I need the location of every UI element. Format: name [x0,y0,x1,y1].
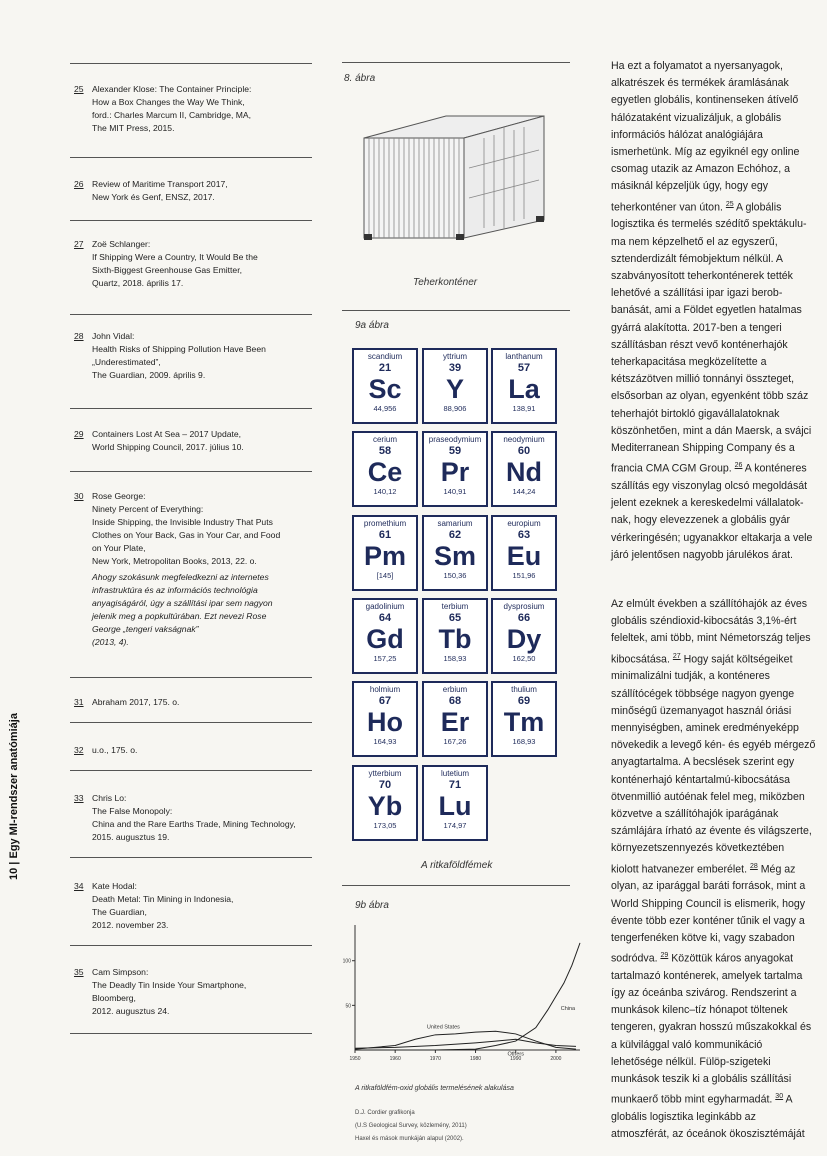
footnote-number: 32 [74,745,84,755]
element-name: yttrium [443,352,467,361]
element-name: scandium [367,352,403,361]
footnote-line: Abraham 2017, 175. o. [92,697,180,707]
footnote-note-line: (2013, 4). [92,637,129,647]
body-line: elsősorban az olyan, egyenként több száz [611,390,809,403]
element-symbol: Nd [506,457,542,487]
x-tick-label: 1990 [510,1056,522,1060]
body-line: World Shipping Council is elismerik, hogy [611,897,806,910]
body-line: Ha ezt a folyamatot a nyersanyagok, [611,60,783,72]
footnote-line: 2012. augusztus 24. [92,1006,170,1016]
footnote-ref-link[interactable]: 25 [725,200,734,208]
element-number: 21 [378,362,392,374]
element-name: thulium [511,685,537,694]
footnote-line: u.o., 175. o. [92,745,138,755]
body-line: mennyiségben, aminek eredményeképp [611,721,799,734]
element-number: 63 [517,529,531,541]
footnote-body [92,966,314,1018]
footnote-25 [74,83,314,135]
footnote-body [92,880,314,932]
footnote-divider [70,722,312,723]
footnote-32 [74,744,314,757]
element-symbol: Yb [367,791,403,821]
element-tile-samarium [422,515,488,591]
body-line: tengeren, gyakran hosszú műszakokkal és [611,1021,812,1034]
element-weight: 88,906 [443,404,467,413]
book-title: Egy MI-rendszer anatómiája [8,713,20,859]
body-line: munkások teszik ki a globális szállítási [611,1073,792,1086]
footnote-body [92,744,314,757]
footnote-line: China and the Rare Earths Trade, Mining Technology, [92,819,296,829]
series-line-china [355,943,580,1050]
body-line: anyagtartalma. A becslések szerint egy [611,756,795,769]
footnote-number: 25 [74,84,84,94]
element-tile-lanthanum [491,348,557,424]
element-symbol: Pr [440,457,470,487]
body-line: ismerhetünk. Míg az egyiknél egy online [611,146,800,159]
footnote-body [92,696,314,709]
footnote-ref-link[interactable]: 27 [672,652,681,660]
series-label: United States [426,1024,460,1031]
footnote-note-line: George „tengeri vakságnak” [92,624,199,634]
body-paragraph-2 [611,596,826,1143]
body-line: információs hálózat analógiájára [611,128,763,141]
body-paragraph-1 [611,58,826,564]
footnote-body [92,428,314,454]
element-symbol: Y [445,374,464,404]
element-name: cerium [372,435,397,444]
element-symbol: Sm [433,541,477,571]
element-number: 61 [378,529,392,541]
footnote-line: The Guardian, 2009. április 9. [92,370,206,380]
footnote-divider [70,945,312,946]
body-line: így az óceánba szivárog. Rendszerint a [611,987,797,1000]
footnote-divider [70,408,312,409]
element-symbol: Lu [438,791,472,821]
body-line: jelent ezeknek a kereskedelmi vállalatok- [611,497,804,510]
body-line: szállítás egy viszonylag olcsó megoldását [611,479,808,492]
footnote-31 [74,696,314,709]
element-weight: 151,96 [512,571,536,580]
body-line: lehetővé a szállítási ipar igazi berob- [611,287,783,300]
body-line: banását, ami a Földet egyetlen hatalmas [611,304,802,317]
body-line: kétszázötven millió tonnányi összteget, [611,373,795,386]
element-number: 62 [448,529,462,541]
rare-earth-production-chart [335,920,585,1060]
body-line: logisztika és termelés szédítő spektákulu- [611,218,807,231]
element-tile-promethium [352,515,418,591]
body-line: feleltek, ami több, mint Németország teljes [611,632,811,645]
element-weight: 140,12 [373,487,397,496]
footnote-body [92,238,314,290]
element-weight: 168,93 [512,737,536,746]
element-name: lutetium [440,769,469,778]
series-label: China [560,1005,576,1012]
footnote-line: Ninety Percent of Everything: [92,504,204,514]
element-number: 69 [517,695,531,707]
element-name: praseodymium [428,435,482,444]
body-line: teherhajót birtokló gigavállalatoknak [611,407,780,420]
chart-credit-2: (U.S Geological Survey, közlemény, 2011) [355,1123,467,1129]
element-tile-praseodymium [422,431,488,507]
footnote-line: Review of Maritime Transport 2017, [92,179,228,189]
footnote-line: on Your Plate, [92,543,146,553]
footnote-ref-link[interactable]: 28 [749,862,758,870]
footnote-line: „Underestimated”, [92,357,161,367]
footnote-34 [74,880,314,932]
element-weight: 140,91 [443,487,467,496]
footnote-35 [74,966,314,1018]
footnote-line: John Vidal: [92,331,135,341]
body-line: évente több ezer konténer tűnik el vagy a [611,914,805,927]
element-name: ytterbium [368,769,402,778]
footnote-divider [70,157,312,158]
footnote-line: How a Box Changes the Way We Think, [92,97,245,107]
element-symbol: Sc [368,374,402,404]
body-line: atmoszférát, az óceánok ökoszisztémáját [611,1128,805,1141]
footnote-divider [70,677,312,678]
footnote-line: The False Monopoly: [92,806,173,816]
footnote-line: Kate Hodal: [92,881,137,891]
footnote-number: 34 [74,881,84,891]
footnote-line: If Shipping Were a Country, It Would Be the [92,252,258,262]
footnote-number: 29 [74,429,84,439]
element-tile-dysprosium [491,598,557,674]
x-tick-label: 1980 [469,1056,482,1060]
element-symbol: Gd [366,624,404,654]
element-number: 65 [448,612,462,624]
body-line: csomag utazik az Amazon Echóhoz, a [611,163,791,176]
element-tile-yttrium [422,348,488,424]
spine-header [8,630,20,880]
footnote-number: 35 [74,967,84,977]
body-line: ötvenmillió autóénak felel meg, miközben [611,790,805,803]
x-tick-label: 1950 [349,1056,361,1060]
element-tile-thulium [491,681,557,757]
body-line: másiknál képzeljük úgy, hogy egy [611,180,769,193]
footnote-30 [74,490,314,649]
footnote-divider [70,63,312,64]
footnote-note-line: infrastruktúra és az információs technológia [92,585,258,595]
footnote-body [92,83,314,135]
footnote-divider [70,220,312,221]
element-weight: 157,25 [373,654,397,663]
element-symbol: Ho [367,707,403,737]
element-number: 64 [378,612,392,624]
chart-credit-1: D.J. Cordier grafikonja [355,1110,415,1116]
body-line: szállításban részt vevő konténerhajók [611,338,788,351]
element-symbol: Eu [506,541,542,571]
body-line: Mediterranean Shipping Company és a [611,442,795,454]
shipping-container-illustration [354,108,554,246]
element-number: 67 [378,695,392,707]
footnote-ref-link[interactable]: 26 [734,462,743,470]
element-name: holmium [369,685,401,694]
element-weight: 44,956 [373,404,397,413]
footnote-divider [70,1033,312,1034]
element-symbol: Tb [438,624,472,654]
element-name: gadolinium [365,602,405,611]
series-line-united-states [355,1031,576,1049]
footnote-line: Inside Shipping, the Invisible Industry That Puts [92,517,273,527]
footnote-33 [74,792,314,844]
element-tile-scandium [352,348,418,424]
body-line: vérkeringésén; ugyanakkor eltakarja a vele [611,531,813,544]
body-line: egyetlen globális, kontinenseken átívelő [611,94,799,107]
footnote-body [92,792,314,844]
element-name: erbium [442,685,468,694]
body-line: környezetszennyezés következtében [611,842,785,855]
footnote-29 [74,428,314,454]
element-name: neodymium [503,435,545,444]
x-tick-label: 2000 [550,1056,562,1060]
element-tile-erbium [422,681,488,757]
footnote-number: 31 [74,697,84,707]
element-weight: 158,93 [443,654,467,663]
element-weight: 162,50 [512,654,536,663]
footnote-note-line: Ahogy szokásunk megfeledkezni az internetes [92,572,269,582]
fig9b-caption: A ritkaföldfém-oxid globális termelésének alakulása [355,1085,514,1092]
body-line: sodródva. $^{29}$ Közöttük káros anyagokat [611,952,794,965]
element-name: europium [507,519,541,528]
element-tile-lutetium [422,765,488,841]
element-tile-europium [491,515,557,591]
footnote-divider [70,471,312,472]
footnote-27 [74,238,314,290]
element-weight: 167,26 [443,737,467,746]
body-line: globális széndioxid-kibocsátás 3,1%-ért [611,615,797,628]
body-line: köszönhetően, mint a dán Maersk, a svájci [611,424,812,437]
footnote-number: 30 [74,491,84,501]
footnote-line: Alexander Klose: The Container Principle: [92,84,252,94]
body-line: növekedik a levegő kén- és egyéb mérgező [611,739,816,752]
element-weight: 150,36 [443,571,467,580]
body-line: ma nem képzelhető el az egyszerű, [611,235,778,248]
body-line: hálózataként vizualizáljuk, a globális [611,111,782,124]
element-symbol: Pm [363,541,407,571]
footnote-line: Death Metal: Tin Mining in Indonesia, [92,894,234,904]
body-line: teherkapacitása megközelítette a [611,355,767,368]
body-line: lehetősége nélkül. Fülöp-szigeteki [611,1055,771,1068]
footnote-line: Zoë Schlanger: [92,239,151,249]
footnote-line: The Guardian, [92,907,147,917]
body-line: a külvilággal való kommunikáció [611,1038,763,1051]
body-line: közvetve a szállítóhajók iparágának [611,807,779,820]
body-line: kiolott hatvanezer emberélet. $^{28}$ Még az [611,862,796,876]
body-line: globális logisztika leginkább az [611,1111,756,1124]
element-number: 58 [378,445,392,457]
x-tick-label: 1960 [389,1056,401,1060]
body-line: tartalmazó konténerek, amelyek tartalma [611,969,803,982]
body-line: kibocsátása. $^{27}$ Hogy saját költségeiket [611,652,793,666]
body-line: konténerhajó kéntartalmú-kibocsátása [611,773,791,786]
chart-credit-3: Haxel és mások munkáján alapul (2002). [355,1136,464,1142]
footnote-divider [70,314,312,315]
body-line: járó jelentősen nagyobb járulékos árat. [611,548,793,561]
element-tile-holmium [352,681,418,757]
footnote-number: 27 [74,239,84,249]
footnote-divider [70,770,312,771]
fig9b-label: 9b ábra [355,900,389,911]
body-line: gyárrá alakította. 2017-ben a tengeri [611,321,782,334]
spine-separator: | [8,861,20,865]
element-number: 60 [517,445,531,457]
body-line: számlájára írható az évente és világszerte, [611,825,812,838]
series-line-others [355,1039,576,1048]
element-number: 39 [448,362,462,374]
footnote-line: Sixth-Biggest Greenhouse Gas Emitter, [92,265,242,275]
footnote-line: New York, Metropolitan Books, 2013, 22. o. [92,556,257,566]
body-line: sztenderdizált fémobjektum nélkül. A [611,252,783,265]
footnote-line: 2012. november 23. [92,920,169,930]
element-tile-ytterbium [352,765,418,841]
element-weight: 138,91 [512,404,536,413]
footnote-number: 26 [74,179,84,189]
body-line: munkaerő több mint egyharmadát. $^{30}$ A [611,1093,793,1106]
element-tile-terbium [422,598,488,674]
element-symbol: Tm [503,707,545,737]
element-weight: 173,05 [373,821,397,830]
element-weight: 164,93 [373,737,397,746]
body-line: szabványosított teherkonténerek tették [611,269,793,282]
footnote-note [92,571,314,649]
element-tile-cerium [352,431,418,507]
element-weight: [145] [376,571,394,580]
body-line: alkatrészek és termékek áramlásának [611,77,789,90]
series-label: Others [507,1051,524,1058]
footnote-line: World Shipping Council, 2017. július 10. [92,442,244,452]
page-number: 10 [8,867,20,880]
fig8-caption: Teherkonténer [413,277,478,288]
fig8-label: 8. ábra [344,73,376,84]
footnote-number: 33 [74,793,84,803]
footnote-line: Rose George: [92,491,146,501]
footnote-line: Health Risks of Shipping Pollution Have Been [92,344,266,354]
footnote-number: 28 [74,331,84,341]
footnote-26 [74,178,314,204]
footnote-line: ford.: Charles Marcum II, Cambridge, MA, [92,110,252,120]
fig9a-caption: A ritkaföldfémek [421,860,493,871]
element-name: lanthanum [505,352,543,361]
element-number: 70 [378,779,392,791]
footnote-divider [70,857,312,858]
element-weight: 174,97 [443,821,467,830]
element-number: 66 [517,612,531,624]
element-number: 71 [448,779,462,791]
footnote-body [92,178,314,204]
element-weight: 144,24 [512,487,536,496]
footnote-body [92,490,314,649]
footnote-ref-link[interactable]: 30 [775,1093,784,1101]
footnote-line: Quartz, 2018. április 17. [92,278,184,288]
body-line: szállítócégek többsége nagyon gyenge [611,687,795,700]
footnote-line: 2015. augusztus 19. [92,832,170,842]
body-line: munkások kilenc–tíz hónapot töltenek [611,1004,788,1017]
element-number: 59 [448,445,462,457]
footnote-line: Clothes on Your Back, Gas in Your Car, and Food [92,530,281,540]
element-symbol: La [508,374,540,404]
fig9a-label: 9a ábra [355,320,389,331]
footnote-line: New York és Genf, ENSZ, 2017. [92,192,215,202]
element-symbol: Er [440,707,470,737]
footnote-line: Containers Lost At Sea – 2017 Update, [92,429,242,439]
element-number: 57 [517,362,531,374]
footnote-line: The MIT Press, 2015. [92,123,175,133]
body-line: teherkonténer van úton. $^{25}$ A globális [611,200,782,214]
body-line: Az elmúlt években a szállítóhajók az éves [611,598,808,610]
element-number: 68 [448,695,462,707]
element-name: dysprosium [503,602,545,611]
footnote-ref-link[interactable]: 29 [660,952,669,960]
y-tick-label: 100 [342,958,351,965]
element-name: terbium [441,602,469,611]
body-line: minimalizálni tudják, a konténeres [611,670,770,683]
body-line: tengerfenéken kötve ki, vagy szabadon [611,931,795,944]
body-line: minőségű üzemanyagot használ óriási [611,704,792,717]
element-tile-neodymium [491,431,557,507]
footnote-body [92,330,314,382]
element-name: samarium [437,519,473,528]
footnote-line: The Deadly Tin Inside Your Smartphone, [92,980,247,990]
footnote-line: Cam Simpson: [92,967,149,977]
element-tile-gadolinium [352,598,418,674]
footnote-line: Bloomberg, [92,993,136,1003]
footnote-note-line: jelenik meg a popkultúrában. Ezt nevezi Rose [92,611,267,621]
x-tick-label: 1970 [429,1056,441,1060]
body-line: nak, hogy elevezzenek a globális gyár [611,514,791,527]
y-tick-label: 50 [345,1003,351,1010]
element-name: promethium [363,519,407,528]
body-line: olyan, az iparággal baráti források, mint a [611,880,806,893]
footnote-line: Chris Lo: [92,793,127,803]
element-symbol: Dy [506,624,542,654]
element-symbol: Ce [367,457,403,487]
footnote-note-line: anyagiságáról, úgy a szállítási ipar sem nagyon [92,598,273,608]
body-line: francia CMA CGM Group. $^{26}$ A konténeres [611,462,807,475]
footnote-28 [74,330,314,382]
